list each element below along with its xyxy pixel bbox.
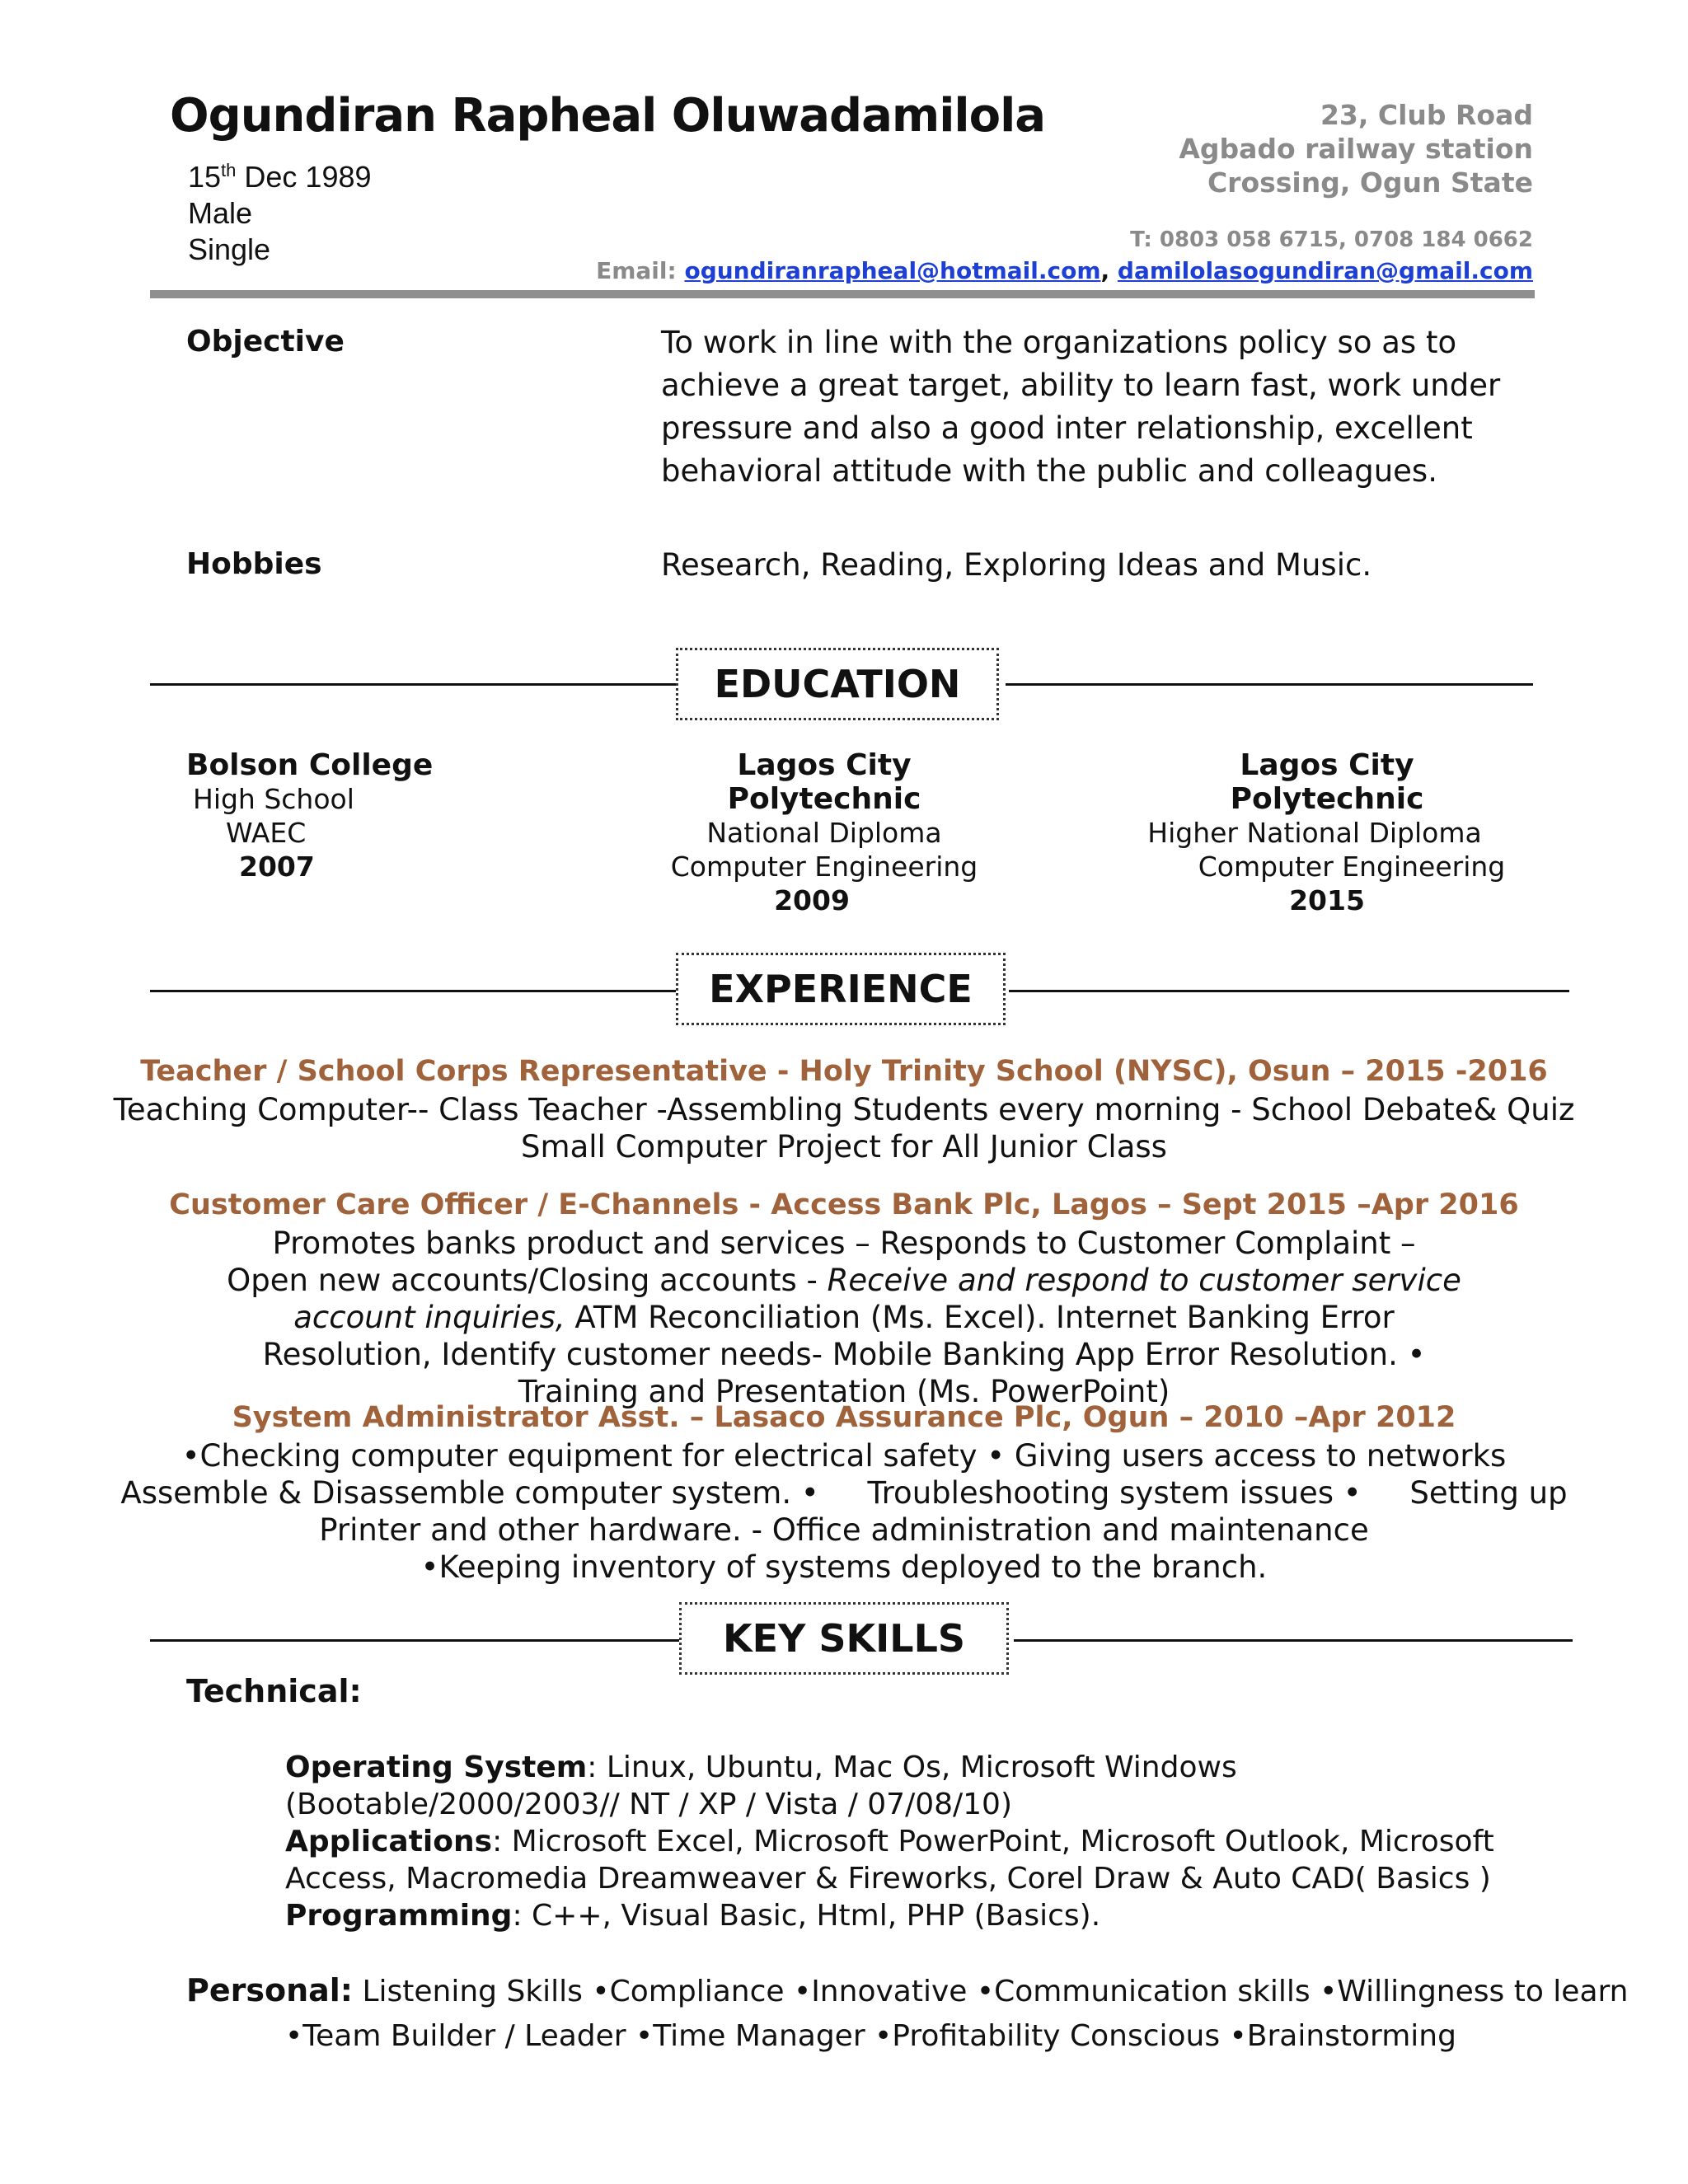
graduation-year: 2015 <box>1289 884 1365 916</box>
job-title: Customer Care Officer / E-Channels - Access Bank Plc, Lagos – Sept 2015 –Apr 2016 <box>169 1188 1519 1221</box>
graduation-year: 2009 <box>774 884 850 916</box>
experience-rule-right <box>1009 990 1569 992</box>
education-item <box>153 748 467 883</box>
degree: High School <box>193 783 354 815</box>
marital-status: Single <box>188 232 271 266</box>
objective-text: To work in line with the organizations policy so as to achieve a great target, ability to learn fast, work under pressure and also a good inter relationship, excellent behavioral attitude with the public and colleagues. <box>661 325 1501 489</box>
programming-skills: Programming: C++, Visual Basic, Html, PHP (Basics). <box>285 1899 1101 1933</box>
skills-rule-left <box>150 1639 679 1642</box>
phone-numbers: T: 0803 058 6715, 0708 184 0662 <box>1130 227 1533 252</box>
application-skills: Applications: Microsoft Excel, Microsoft PowerPoint, Microsoft Outlook, Microsoft Access, Macromedia Dreamweaver & Fireworks, Corel Draw & Auto CAD( Basics ) <box>285 1825 1494 1896</box>
degree: Higher National Diploma <box>1147 817 1482 849</box>
gender: Male <box>188 196 253 230</box>
field-of-study: Computer Engineering <box>1198 851 1506 883</box>
experience-rule-left <box>150 990 676 992</box>
field-of-study: Computer Engineering <box>670 851 978 883</box>
education-item <box>643 748 1006 917</box>
personal-label: Personal: <box>186 1972 354 2008</box>
technical-label: Technical: <box>186 1673 362 1709</box>
education-item <box>1137 748 1508 917</box>
hobbies-label: Hobbies <box>186 547 322 581</box>
job-title: System Administrator Asst. – Lasaco Assurance Plc, Ogun – 2010 –Apr 2012 <box>232 1401 1456 1434</box>
experience-heading: EXPERIENCE <box>676 953 1006 1025</box>
address-line-2: Agbado railway station <box>1179 133 1533 165</box>
header-divider <box>150 290 1535 298</box>
email-link-gmail[interactable]: damilolasogundiran@gmail.com <box>1117 257 1533 284</box>
qualification: WAEC <box>226 817 307 849</box>
email-line: Email: ogundiranrapheal@hotmail.com, damilolasogundiran@gmail.com <box>596 257 1533 284</box>
email-link-hotmail[interactable]: ogundiranrapheal@hotmail.com <box>684 257 1101 284</box>
skills-rule-right <box>1014 1639 1573 1642</box>
graduation-year: 2007 <box>239 851 315 883</box>
hobbies-text: Research, Reading, Exploring Ideas and Music. <box>661 547 1372 583</box>
job-description: Teaching Computer-- Class Teacher -Assembling Students every morning - School Debate& Quiz Small Computer Project for All Junior Class <box>113 1092 1575 1165</box>
address-line-1: 23, Club Road <box>1320 99 1533 131</box>
candidate-name: Ogundiran Rapheal Oluwadamilola <box>170 89 1046 143</box>
key-skills-heading: KEY SKILLS <box>679 1602 1009 1675</box>
education-heading: EDUCATION <box>676 648 999 720</box>
school-name: Lagos City Polytechnic <box>727 748 921 816</box>
technical-skills <box>285 1749 1571 1934</box>
job-description: •Checking computer equipment for electrical safety • Giving users access to networks Assemble & Disassemble computer system. • Troubleshooting system issues • Setting up Printer and other hardware. - Office administration and maintenance •Keeping inventory of systems deployed to the branch. <box>120 1438 1568 1585</box>
objective-label: Objective <box>186 325 345 359</box>
email-label: Email: <box>596 257 685 284</box>
education-rule-left <box>150 683 676 686</box>
job-title: Teacher / School Corps Representative - Holy Trinity School (NYSC), Osun – 2015 -2016 <box>140 1055 1548 1088</box>
personal-skills: Personal: Listening Skills •Compliance •Innovative •Communication skills •Willingness to learn •Team Builder / Leader •Time Manager •Profitability Conscious •Brainstorming <box>186 1972 1629 2053</box>
address-line-3: Crossing, Ogun State <box>1207 166 1533 199</box>
job-description: Promotes banks product and services – Responds to Customer Complaint – Open new accounts/Closing accounts - Receive and respond to customer service account inquiries, ATM Reconciliation (Ms. Excel). Internet Banking Error Resolution, Identify customer needs- Mobile Banking App Error Resolution. • Training and Presentation (Ms. PowerPoint) <box>227 1226 1461 1409</box>
date-of-birth: 15th Dec 1989 <box>188 160 372 194</box>
degree: National Diploma <box>706 817 942 849</box>
operating-system-skills: Operating System: Linux, Ubuntu, Mac Os, Microsoft Windows (Bootable/2000/2003// NT / XP / Vista / 07/08/10) <box>285 1750 1237 1821</box>
school-name: Lagos City Polytechnic <box>1230 748 1424 816</box>
school-name: Bolson College <box>186 748 434 782</box>
education-rule-right <box>1006 683 1533 686</box>
